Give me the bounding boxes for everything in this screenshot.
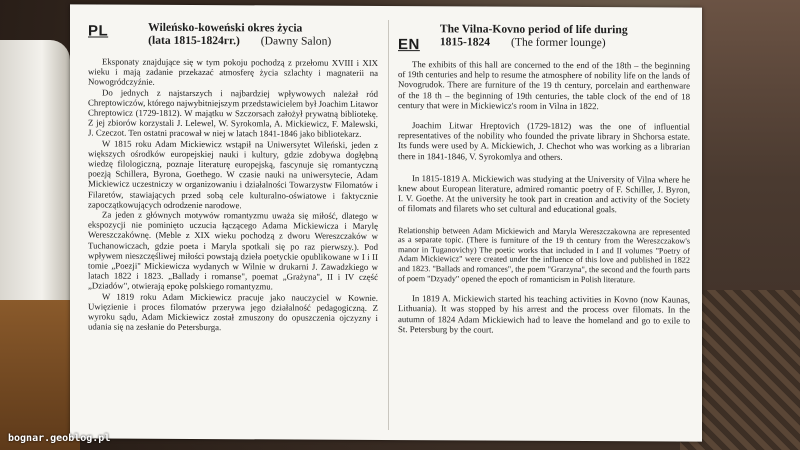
- information-board: [70, 4, 702, 441]
- watermark: bognar.geoblog.pl: [8, 433, 111, 444]
- lamp-shade: [0, 40, 70, 340]
- english-years: 1815-1824: [439, 35, 491, 49]
- polish-text: [88, 56, 378, 333]
- english-paragraph: Relationship between Adam Mickiewich and Maryla Wereszczakowna are represented as a separate topic. (There is furniture of the 19 th century from the Wereszczakow's manor in Tuganovichy) The poetic works that included in I and II volumes "Poetry of Adam Mickiewicz" were created under the influence of this love and published in 1822 and 1823. "Ballads and romances", the poem "Grarzyna", the second and the fourth parts of poem "Dzyady" opened the epoch of romanticism in Polish literature.: [398, 225, 690, 284]
- column-divider: [388, 20, 389, 430]
- polish-paragraph: Eksponaty znajdujące się w tym pokoju pochodzą z przełomu XVIII i XIX wieku i mają zadanie przekazać atmosferę życia szlachty i magnaterii na Nowogródczyźnie.: [88, 56, 378, 88]
- english-paragraph: The exhibits of this hall are concerned to the end of the 18th – the beginning of 19th centuries and help to resume the atmosphere of nobility life on the lands of Novogrudok. There are furniture of the 19 th century, porcelain and earthenware of the 18 th – the beginning of 19th centuries, the table clock of the end of 18 century that were in Mickiewicz's room in Vilna in 1822.: [398, 59, 690, 111]
- polish-paragraph: W 1815 roku Adam Mickiewicz wstąpił na Uniwersytet Wileński, jeden z większych ośrodków europejskiej nauki i kultury, gdzie zdobywa dogłębną wiedzę filologiczną, poznaje literaturę europejską, fascynuje się romantyczną poezją Schillera, Byrona, Goethego. W czasie nauki na uniwersytecie, Adam Mickiewicz uczestniczy w organizowaniu i działalności Towarzystw Filomatów i Filaretów, stawiających przed sobą cele kulturalno-oświatowe i faktycznie zapoczątkowujących odrodzenie narodowe.: [88, 138, 378, 211]
- english-header: [398, 22, 690, 55]
- wooden-furniture: [0, 300, 80, 450]
- polish-paragraph: W 1819 roku Adam Mickiewicz pracuje jako nauczyciel w Kownie. Uwięzienie i proces filomatów przerywa jego działalność pedagogiczną. Z wyroku sądu, Adam Mickiewicz został zmuszony do opuszczenia ojczyzny i udania się na zesłanie do Petersburga.: [88, 291, 378, 333]
- language-code-pl: PL: [88, 22, 109, 40]
- english-title: The Vilna-Kovno period of life during: [439, 22, 628, 37]
- english-paragraph: Joachim Litwar Hreptovich (1729-1812) was the one of influential representatives of the nobility who founded the private library in Shchorsa estate. Its funds were used by A. Mickiewich, J. Chechot who was working as a librarian there in 1841-1846, V. Syrokomlya and others.: [398, 120, 690, 162]
- english-paragraph: In 1819 A. Mickiewich started his teaching activities in Kovno (now Kaunas, Lithuania). It was stopped by his arrest and the process over filomats. In the autumn of 1824 Adam Mickiewich had to leave the homeland and go to exile to St. Petersburg by the court.: [398, 293, 690, 335]
- polish-paragraph: Za jeden z głównych motywów romantyzmu uważa się miłość, dlatego w ekspozycji nie pominięto uczucia łączącego Adama Mickiewicza i Marylę Wereszczakównę. (Meble z XIX wieku pochodzą z dworu Wereszczaków w Tuchanowiczach, gdzie poeta i Maryla spotkali się po raz pierwszy.). Pod wpływem nieszczęśliwej miłości powstają dzieła poetyckie opublikowane w I i II tomie „Poezji" Mickiewicza wydanych w Wilnie w drukarni J. Zawadzkiego w latach 1822 i 1823. „Ballady i romanse", poemat „Grażyna", II i IV część „Dziadów", otwierają epokę polskiego romantyzmu.: [88, 209, 378, 292]
- polish-years: (lata 1815-1824гг.): [148, 33, 240, 48]
- english-title-block: [440, 22, 628, 49]
- polish-paragraph: Do jednych z najstarszych i najbardziej wpływowych należał ród Chreptowiczów, którego najwybitniejszym przedstawicielem był Joachim Litawor Chreptowicz (1729-1812). W majątku w Szczorsach założył prywatną bibliotekę. Z jej zbiorów korzystali J. Lelewel, W. Syrokomla, A. Mickiewicz, F. Malewski, J. Czeczot. Ten ostatni pracował w niej w latach 1841-1846 jako bibliotekarz.: [88, 87, 378, 140]
- polish-header: [88, 20, 378, 48]
- english-room-note: (The former lounge): [511, 35, 606, 50]
- polish-subtitle: [148, 34, 331, 48]
- english-text: [398, 59, 690, 336]
- polish-room-note: (Dawny Salon): [260, 34, 332, 48]
- polish-title: Wileńsko-koweński okres życia: [148, 20, 303, 35]
- english-subtitle: [440, 35, 628, 49]
- language-code-en: EN: [398, 36, 420, 54]
- english-column: [398, 22, 690, 348]
- polish-column: [88, 20, 378, 333]
- english-paragraph: In 1815-1819 A. Mickiewich was studying at the University of Vilna where he knew about European literature, admired romantic poetry of F. Schiller, J. Byron, I. V. Goethe. At the university he took part in creation and activity of the Society of filomats and filarets who set cultural and educational goals.: [398, 172, 690, 215]
- polish-title-block: [148, 21, 331, 48]
